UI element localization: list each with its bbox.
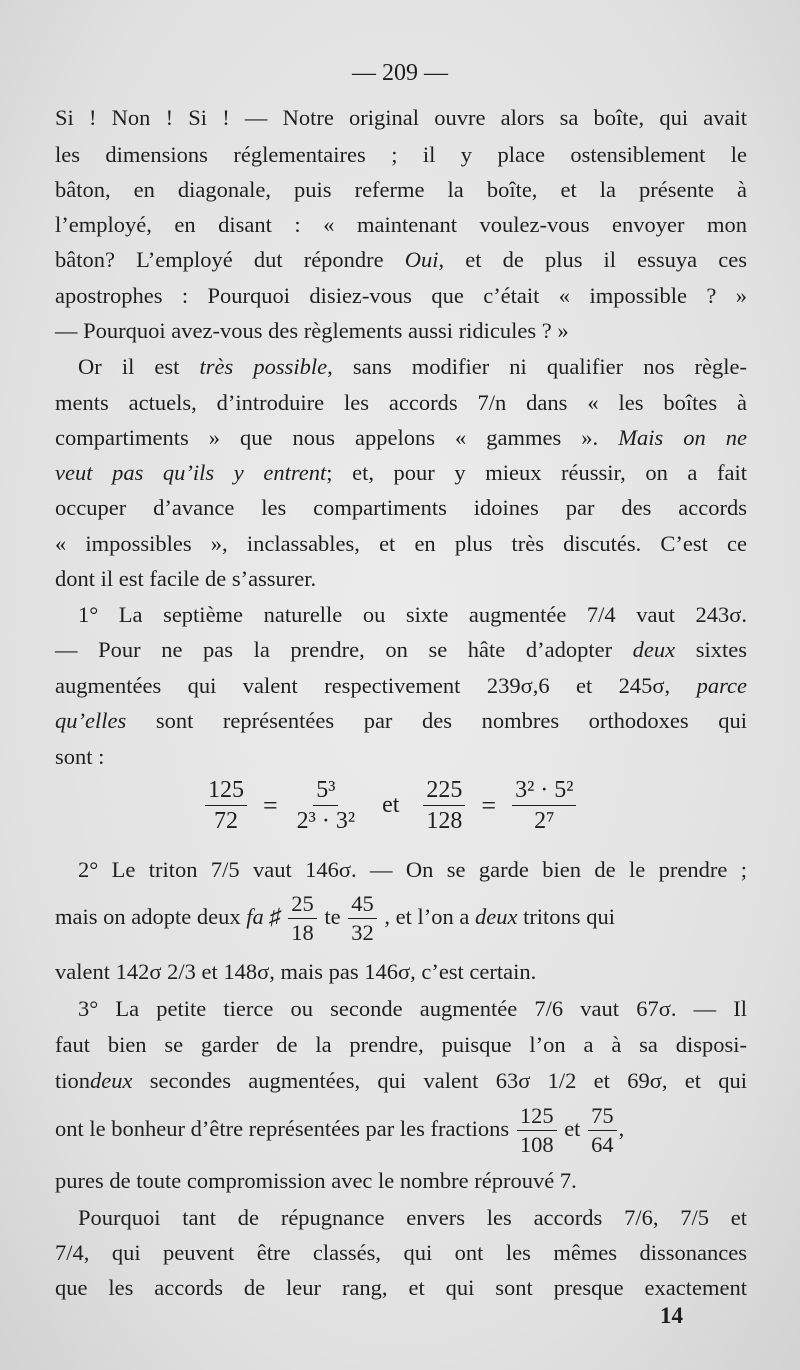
text-line [78,598,747,632]
text-line [55,1164,747,1198]
text-line [55,633,747,667]
text-line [78,992,747,1026]
fraction [517,1102,557,1158]
text-span: 3° La petite tierce ou seconde augmentée 7/6 vaut 67σ. — Il [78,996,747,1021]
denominator: 64 [591,1132,614,1158]
text-span: « impossibles », inclassables, et en plus très discutés. C’est ce [55,531,747,556]
text-span: l’employé, en disant : « maintenant voulez-vous envoyer mon [55,212,747,237]
fraction-equation [195,778,586,833]
fraction [512,778,576,833]
text-span: occuper d’avance les compartiments idoines par des accords [55,495,747,520]
text-line [55,562,747,596]
text-span: 1° La septième naturelle ou sixte augmentée 7/4 vaut 243σ. [78,602,747,627]
text-line [55,1064,747,1098]
text-span: , sans modifier ni qualifier nos règle- [327,354,748,379]
text-span: que les accords de leur rang, et qui sont presque exactement [55,1275,747,1300]
italic-span: deux [474,904,518,929]
text-span: Or il est [78,354,180,379]
page-number: — 209 — [352,60,448,86]
text-span: 2° Le triton 7/5 vaut 146σ. — On se garde bien de le prendre ; [78,857,747,882]
denominator: 32 [351,920,374,946]
numerator: 25 [288,893,317,920]
text-span: te [324,904,341,929]
text-span: mais on adopte deux [55,904,241,929]
denominator: 128 [426,808,463,834]
text-span: tion [55,1068,91,1093]
text-line [55,1096,747,1162]
numerator: 125 [517,1105,557,1132]
text-span: augmentées qui valent respectivement 239σ,6 et 245σ, [55,673,671,698]
text-line [55,704,747,738]
text-line [55,421,747,455]
text-line [78,1201,747,1235]
text-line [55,208,747,242]
text-span: les dimensions réglementaires ; il y place ostensiblement le [55,142,747,167]
fraction [205,778,247,833]
text-span: — Pour ne pas la prendre, on se hâte d’adopter [55,637,613,662]
text-span: Pourquoi tant de répugnance envers les accords 7/6, 7/5 et [78,1205,747,1230]
text-span: dont il est facile de s’assurer. [55,566,317,591]
numerator: 75 [588,1105,617,1132]
denominator: 18 [291,920,314,946]
numerator: 45 [348,893,377,920]
text-span: sont : [55,744,105,769]
text-span: ; et, pour y mieux réussir, on a fait [326,460,747,485]
text-line [78,350,747,384]
numerator: 3² · 5² [512,778,576,806]
text-line [55,279,747,313]
text-span: sixtes [695,637,748,662]
text-span: , et l’on a [384,904,470,929]
text-span: compartiments » que nous appelons « gammes ». [55,425,599,450]
text-span: Si ! Non ! Si ! — Notre original ouvre alors sa boîte, qui avait [55,105,747,130]
text-line [55,1236,747,1270]
fraction [294,778,358,833]
text-span: pures de toute compromission avec le nombre réprouvé 7. [55,1168,577,1193]
italic-span: qu’elles [55,708,127,733]
text-span: apostrophes : Pourquoi disiez-vous que c’était « impossible ? » [55,283,747,308]
denominator: 108 [519,1132,554,1158]
numerator: 225 [423,778,465,806]
equals-sign: = [263,790,278,820]
text-line [55,887,747,947]
text-span: ont le bonheur d’être représentées par les fractions [55,1116,510,1141]
text-line [55,955,747,989]
text-span: , et de plus il essuya ces [438,247,747,272]
denominator: 2⁷ [534,808,555,834]
denominator: 2³ · 3² [296,808,356,834]
fraction [288,890,317,946]
text-span: sont représentées par des nombres orthodoxes qui [155,708,747,733]
text-span: bâton? L’employé dut répondre [55,247,384,272]
text-span: faut bien se garder de la prendre, puisque l’on a à sa disposi- [55,1032,747,1057]
text-line [55,740,747,774]
fraction [348,890,377,946]
text-span: secondes augmentées, qui valent 63σ 1/2 et 69σ, et qui [149,1068,748,1093]
italic-span: veut pas qu’ils y entrent [55,460,327,485]
text-line [55,138,747,172]
text-line [55,456,747,490]
conjunction: et [382,792,400,818]
text-line [55,1028,747,1062]
italic-span: deux [90,1068,133,1093]
italic-span: parce [696,673,748,698]
equals-sign: = [481,790,497,820]
numerator: 5³ [313,778,338,806]
text-span: bâton, en diagonale, puis referme la boîte, et la présente à [55,177,747,202]
text-span: 7/4, qui peuvent être classés, qui ont les mêmes dissonances [55,1240,747,1265]
text-span: , [618,1116,625,1141]
italic-span: très possible [199,354,328,379]
text-line [55,243,747,277]
text-span: ments actuels, d’introduire les accords 7/n dans « les boîtes à [55,390,747,415]
text-span: valent 142σ 2/3 et 148σ, mais pas 146σ, c’est certain. [55,959,537,984]
text-line [55,1271,747,1305]
italic-span: Mais on ne [618,425,747,450]
text-line [55,491,747,525]
signature-mark: 14 [660,1303,683,1328]
text-line [55,386,747,420]
text-line [55,527,747,561]
text-span: et [564,1116,581,1141]
denominator: 72 [214,808,238,834]
italic-span: deux [632,637,676,662]
italic-span: fa ♯ [246,904,281,929]
numerator: 125 [205,778,247,806]
text-span: tritons qui [523,904,615,929]
text-line [78,853,747,887]
italic-span: Oui [404,247,439,272]
text-line [55,669,747,703]
text-line [55,101,747,135]
text-line [55,173,747,207]
text-span: — Pourquoi avez-vous des règlements aussi ridicules ? » [55,318,569,343]
fraction [588,1102,617,1158]
text-line [55,314,747,348]
fraction [423,778,465,833]
